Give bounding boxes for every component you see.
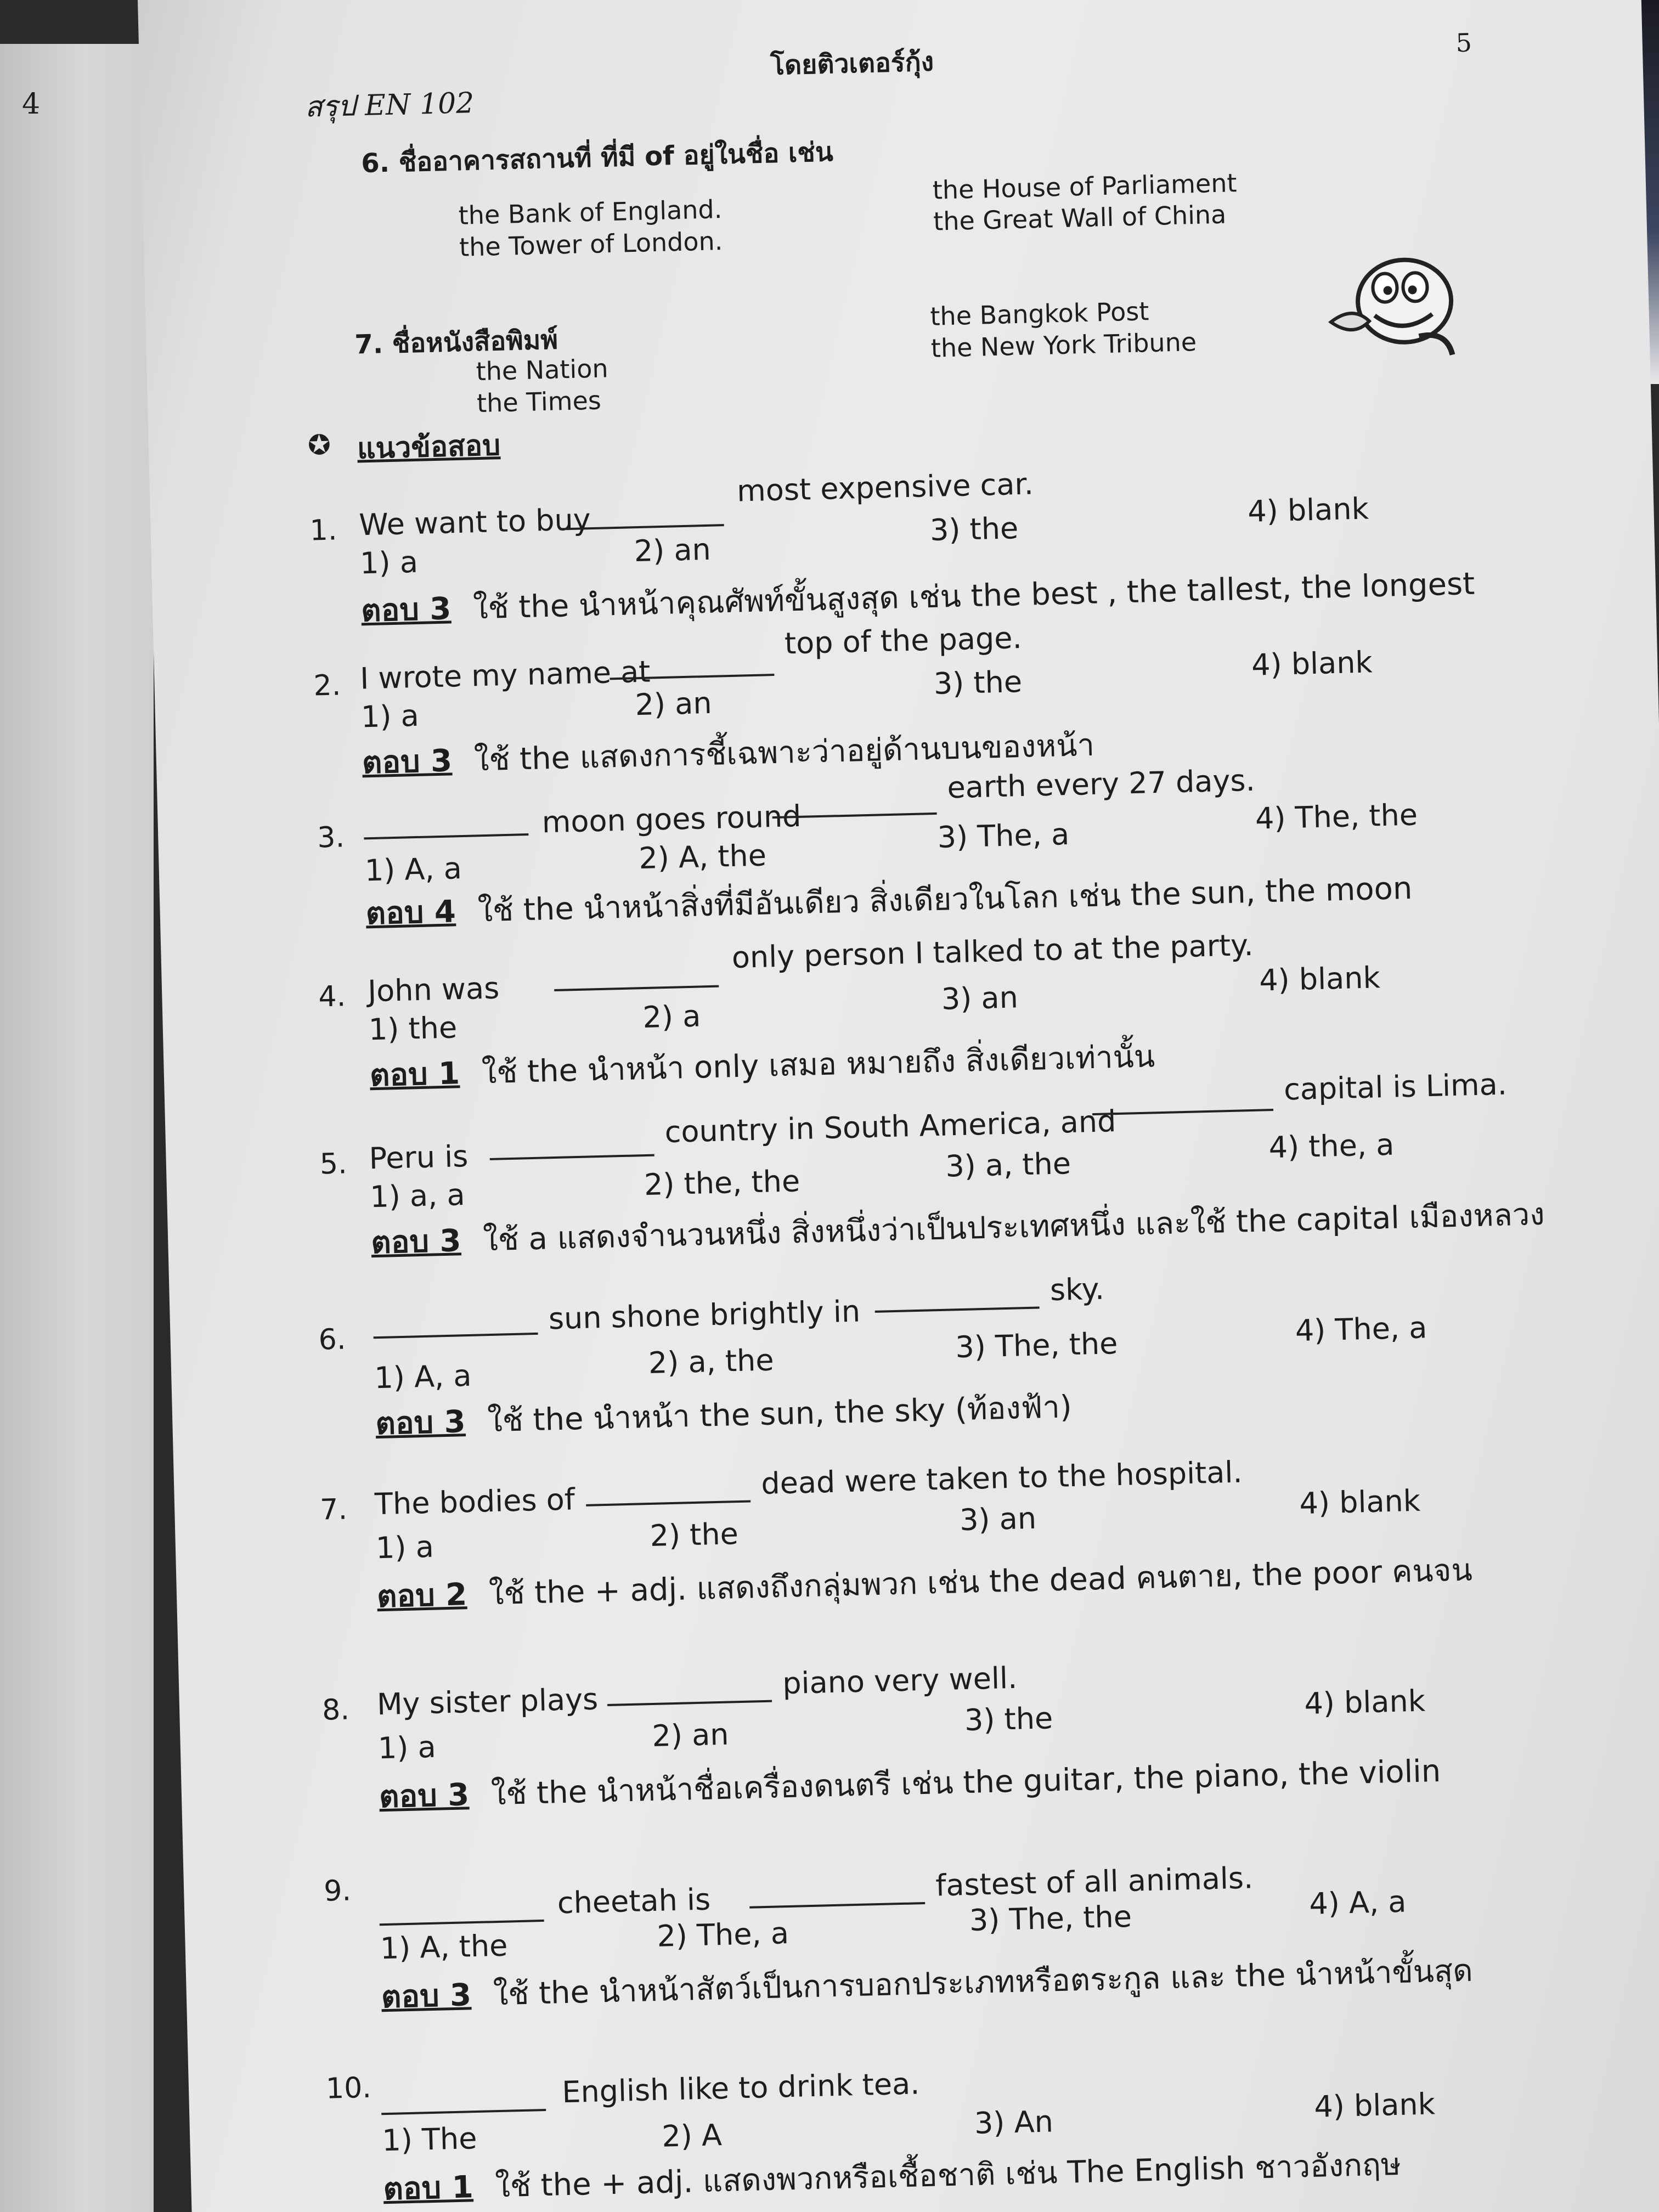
- option-4: 4) A, a: [1308, 1884, 1407, 1921]
- book-page: [137, 0, 1659, 2212]
- option-1: 1) A, a: [374, 1358, 472, 1396]
- option-3: 3) The, a: [936, 816, 1070, 855]
- answer-label: ตอบ 1: [382, 2169, 474, 2208]
- answer-text: ใช้ the + adj. แสดงพวกหรือเชื้อชาติ เช่น The English ชาวอังกฤษ: [494, 2146, 1402, 2205]
- option-2: 2) A: [661, 2118, 723, 2154]
- answer-blank: [609, 648, 774, 680]
- question-text: The bodies of: [374, 1482, 575, 1522]
- question-text: dead were taken to the hospital.: [760, 1454, 1243, 1502]
- rule-example: the Times: [476, 385, 602, 419]
- answer-explanation: [375, 1382, 1072, 1448]
- question-number: 7.: [319, 1493, 348, 1527]
- option-2: 2) The, a: [656, 1916, 789, 1954]
- answer-blank: [874, 1282, 1040, 1313]
- option-3: 3) An: [974, 2104, 1054, 2141]
- answer-label: ตอบ 3: [381, 1977, 472, 2016]
- option-3: 3) The, the: [955, 1326, 1119, 1365]
- answer-explanation: [381, 1946, 1474, 2022]
- question-text: most expensive car.: [736, 466, 1034, 509]
- answer-explanation: [365, 864, 1413, 938]
- answer-blank: [381, 2084, 546, 2115]
- option-4: 4) The, a: [1295, 1310, 1428, 1348]
- option-1: 1) a: [375, 1529, 435, 1566]
- question-text: earth every 27 days.: [946, 763, 1256, 805]
- question-text: I wrote my name at: [359, 654, 651, 696]
- option-3: 3) a, the: [945, 1146, 1071, 1184]
- question-text: cheetah is: [557, 1882, 711, 1921]
- rule-example: the New York Tribune: [930, 327, 1197, 363]
- answer-text: ใช้ the แสดงการชี้เฉพาะว่าอยู่ด้านบนของหน้า: [473, 727, 1095, 778]
- answer-explanation: [376, 1545, 1473, 1621]
- option-3: 3) The, the: [969, 1899, 1132, 1938]
- question-number: 10.: [325, 2071, 372, 2106]
- question-text: top of the page.: [784, 620, 1023, 661]
- rule-example: the Bank of England.: [458, 194, 723, 230]
- answer-explanation: [379, 1746, 1441, 1821]
- answer-text: ใช้ the + adj. แสดงถึงกลุ่มพวก เช่น the dead คนตาย, the poor คนจน: [488, 1552, 1473, 1612]
- question-text: piano very well.: [782, 1660, 1018, 1701]
- option-4: 4) The, the: [1255, 797, 1418, 836]
- option-4: 4) the, a: [1268, 1127, 1395, 1165]
- answer-blank: [379, 1894, 544, 1926]
- question-number: 1.: [309, 514, 338, 548]
- question-number: 3.: [317, 821, 345, 855]
- question-text: John was: [367, 970, 500, 1009]
- rule-example: the House of Parliament: [932, 168, 1238, 205]
- rule-heading: 6. ชื่ออาคารสถานที่ ที่มี of อยู่ในชื่อ เช่น: [360, 137, 834, 179]
- question-text: Peru is: [368, 1138, 469, 1176]
- answer-text: ใช้ a แสดงจำนวนหนึ่ง สิ่งหนึ่งว่าเป็นประเทศหนึ่ง และใช้ the capital เมืองหลวง: [482, 1197, 1545, 1259]
- answer-label: ตอบ 3: [360, 591, 452, 629]
- question-text: capital is Lima.: [1283, 1066, 1508, 1107]
- option-1: 1) a: [377, 1729, 437, 1766]
- option-1: 1) The: [381, 2121, 478, 2158]
- answer-label: ตอบ 1: [369, 1056, 460, 1094]
- option-1: 1) A, a: [364, 851, 462, 888]
- question-number: 6.: [318, 1323, 347, 1357]
- question-text: My sister plays: [376, 1681, 599, 1722]
- rule-example: the Tower of London.: [459, 226, 723, 262]
- question-text: sky.: [1049, 1271, 1105, 1308]
- option-4: 4) blank: [1299, 1483, 1421, 1521]
- question-number: 9.: [323, 1874, 352, 1908]
- answer-text: ใช้ the นำหน้าสิ่งที่มีอันเดียว สิ่งเดียวในโลก เช่น the sun, the moon: [477, 870, 1413, 929]
- answer-explanation: [370, 1189, 1545, 1267]
- option-2: 2) a: [642, 998, 701, 1035]
- answer-blank: [363, 808, 528, 839]
- option-3: 3) an: [941, 980, 1019, 1017]
- answer-blank: [1092, 1084, 1273, 1115]
- question-number: 2.: [313, 669, 341, 703]
- answer-label: ตอบ 3: [362, 743, 453, 781]
- answer-blank: [559, 499, 724, 530]
- answer-label: ตอบ 3: [370, 1223, 462, 1261]
- star-icon: ✪: [307, 428, 331, 461]
- rule-example: the Bangkok Post: [929, 296, 1149, 331]
- question-number: 8.: [321, 1693, 350, 1727]
- option-1: 1) a: [359, 544, 419, 581]
- option-1: 1) the: [368, 1010, 458, 1047]
- answer-text: ใช้ the นำหน้าสัตว์เป็นการบอกประเภทหรือตระกูล และ the นำหน้าขั้นสุด: [493, 1953, 1474, 2013]
- option-2: 2) an: [634, 685, 713, 723]
- question-text: only person I talked to at the party.: [731, 927, 1254, 975]
- question-text: English like to drink tea.: [561, 2066, 921, 2110]
- option-4: 4) blank: [1247, 491, 1369, 529]
- option-4: 4) blank: [1259, 960, 1381, 998]
- question-text: country in South America, and: [664, 1104, 1117, 1150]
- page-header-author: โดยติวเตอร์กุ้ง: [770, 46, 934, 81]
- option-2: 2) the, the: [644, 1164, 800, 1203]
- option-3: 3) an: [959, 1500, 1037, 1538]
- page-number: 5: [1455, 27, 1472, 58]
- question-text: moon goes round: [541, 798, 802, 840]
- answer-explanation: [383, 2140, 1402, 2212]
- answer-blank: [772, 787, 937, 819]
- option-1: 1) a: [360, 698, 420, 735]
- question-text: fastest of all animals.: [935, 1860, 1254, 1903]
- answer-blank: [607, 1675, 772, 1706]
- answer-text: ใช้ the นำหน้า only เสมอ หมายถึง สิ่งเดียวเท่านั้น: [481, 1039, 1155, 1091]
- answer-label: ตอบ 3: [379, 1777, 470, 1815]
- left-page-number: 4: [22, 88, 41, 121]
- question-text: We want to buy: [358, 502, 591, 543]
- option-3: 3) the: [964, 1701, 1053, 1738]
- option-1: 1) a, a: [369, 1177, 466, 1215]
- answer-blank: [373, 1307, 538, 1339]
- option-2: 2) the: [649, 1516, 739, 1554]
- answer-text: ใช้ the นำหน้า the sun, the sky (ท้องฟ้า): [487, 1389, 1073, 1440]
- option-4: 4) blank: [1251, 645, 1373, 682]
- answer-label: ตอบ 3: [375, 1404, 466, 1442]
- option-3: 3) the: [933, 664, 1023, 701]
- section-title: แนวข้อสอบ: [357, 429, 501, 466]
- answer-text: ใช้ the นำหน้าชื่อเครื่องดนตรี เช่น the guitar, the piano, the violin: [490, 1753, 1441, 1813]
- answer-explanation: [369, 1031, 1155, 1099]
- answer-label: ตอบ 2: [376, 1577, 467, 1615]
- cartoon-mascot-icon: [1313, 253, 1464, 366]
- answer-blank: [489, 1129, 654, 1160]
- rule-example: the Great Wall of China: [933, 199, 1227, 236]
- option-2: 2) a, the: [648, 1342, 775, 1380]
- option-2: 2) an: [651, 1717, 730, 1754]
- left-page: [0, 44, 154, 2212]
- answer-blank: [749, 1877, 925, 1909]
- answer-label: ตอบ 4: [365, 894, 456, 932]
- answer-blank: [554, 960, 719, 991]
- rule-heading: 7. ชื่อหนังสือพิมพ์: [354, 324, 558, 360]
- page-header-title: สรุป EN 102: [304, 87, 475, 124]
- question-text: sun shone brightly in: [548, 1294, 861, 1336]
- option-4: 4) blank: [1304, 1683, 1426, 1721]
- option-2: 2) an: [634, 532, 712, 569]
- rule-example: the Nation: [476, 353, 609, 387]
- answer-text: ใช้ the นำหน้าคุณศัพท์ขั้นสูงสุด เช่น the best , the tallest, the longest: [472, 566, 1475, 627]
- option-4: 4) blank: [1313, 2086, 1436, 2124]
- option-3: 3) the: [929, 511, 1019, 548]
- option-1: 1) A, the: [380, 1928, 509, 1966]
- question-number: 5.: [319, 1147, 348, 1181]
- answer-blank: [585, 1475, 751, 1506]
- option-2: 2) A, the: [638, 838, 767, 876]
- question-number: 4.: [318, 980, 346, 1014]
